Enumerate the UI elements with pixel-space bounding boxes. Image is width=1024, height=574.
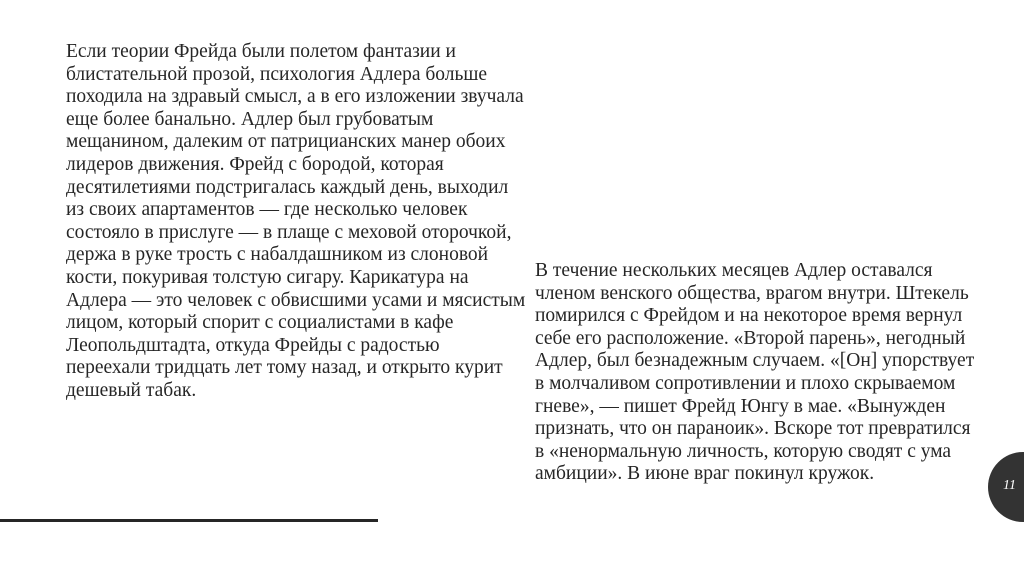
- divider-line: [0, 519, 378, 522]
- right-paragraph: В течение нескольких месяцев Адлер оставался членом венского общества, врагом внутри. Штекель помирился с Фрейдом и на некоторое время вернул себе его расположение. «Второй парень», негодный Адлер, был безнадежным случаем. «[Он] упорствует в молчаливом сопротивлении и плохо скрываемом гневе», — пишет Фрейд Юнгу в мае. «Вынужден признать, что он параноик». Вскоре тот превратился в «ненормальную личность, которую сводят с ума амбиции». В июне враг покинул кружок.: [535, 260, 975, 485]
- left-paragraph: Если теории Фрейда были полетом фантазии и блистательной прозой, психология Адлера больше походила на здравый смысл, а в его изложении звучала еще более банально. Адлер был грубоватым мещанином, далеким от патрицианских манер обоих лидеров движения. Фрейд с бородой, которая десятилетиями подстригалась каждый день, выходил из своих апартаментов — где несколько человек состояло в прислуге — в плаще с меховой оторочкой, держа в руке трость с набалдашником из слоновой кости, покуривая толстую сигару. Карикатура на Адлера — это человек с обвисшими усами и мясистым лицом, который спорит с социалистами в кафе Леопольдштадта, откуда Фрейды с радостью переехали тридцать лет тому назад, и открыто курит дешевый табак.: [66, 41, 526, 401]
- page-number: 11: [1003, 478, 1016, 493]
